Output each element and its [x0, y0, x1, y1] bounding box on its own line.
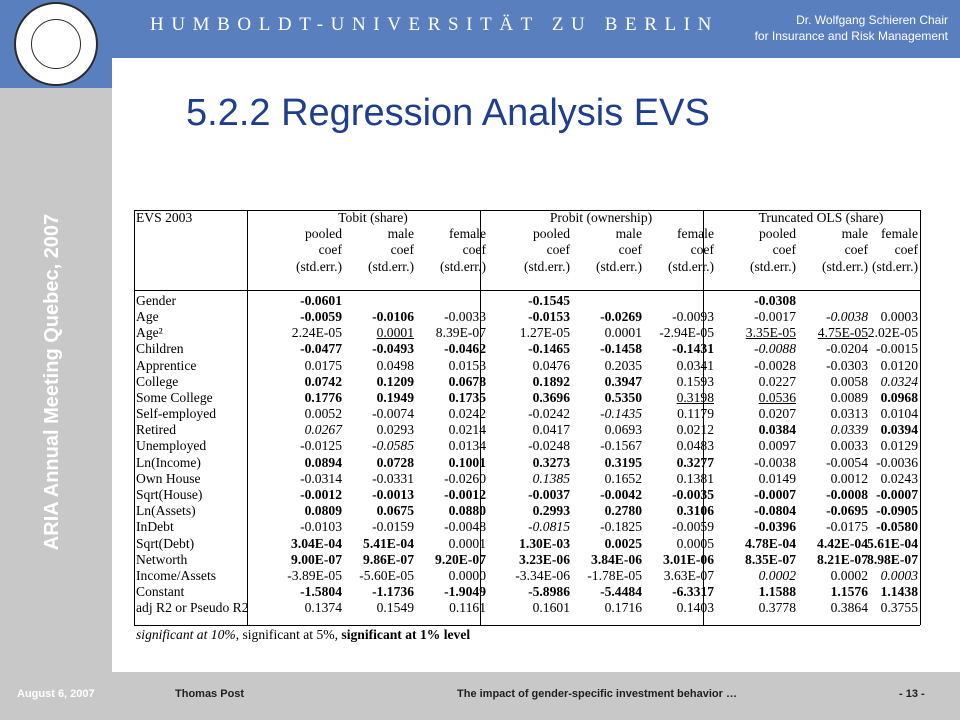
table-cell: -0.0242	[528, 406, 570, 422]
table-cell: 0.1949	[376, 389, 414, 405]
seal-inner-ring	[31, 19, 81, 69]
stderr-label: (std.err.)	[367, 258, 414, 274]
table-cell: 0.0134	[448, 438, 486, 454]
table-row	[134, 438, 920, 454]
table-cell: 0.1161	[449, 600, 486, 616]
table-cell: 5.41E-04	[363, 535, 414, 551]
table-cell: 0.0002	[830, 567, 868, 583]
table-cell: 0.0003	[880, 567, 918, 583]
row-label: Networth	[136, 551, 188, 567]
significance-footnote	[136, 627, 470, 643]
table-cell: 3.23E-06	[519, 551, 570, 567]
table-row	[134, 471, 920, 487]
row-label: Retired	[136, 422, 177, 438]
group-divider-2	[703, 210, 704, 625]
table-cell: -0.0088	[754, 341, 796, 357]
table-cell: 0.3947	[604, 373, 642, 389]
table-cell: 0.1403	[676, 600, 714, 616]
table-cell: 9.20E-07	[435, 551, 486, 567]
table-cell: 0.3273	[532, 454, 570, 470]
table-row	[134, 519, 920, 535]
table-cell: 0.0267	[304, 422, 342, 438]
table-cell: -0.0038	[754, 454, 796, 470]
stderr-label: (std.err.)	[295, 258, 342, 274]
table-cell: 0.0002	[758, 567, 796, 583]
table-cell: -0.0585	[372, 438, 414, 454]
table-cell: 0.0052	[304, 406, 342, 422]
table-cell: -1.9049	[444, 584, 486, 600]
table-cell: -0.0093	[672, 308, 714, 324]
table-cell: -0.0260	[444, 470, 486, 486]
table-cell: -0.0580	[876, 519, 918, 535]
group-truncated-ols: Truncated OLS (share)	[758, 210, 884, 225]
subcol-label: male	[615, 226, 642, 242]
row-label: Income/Assets	[136, 567, 217, 583]
table-cell: -0.1435	[600, 406, 642, 422]
table-cell: 0.0341	[676, 357, 714, 373]
table-cell: -0.0012	[300, 487, 342, 502]
table-cell: 1.30E-03	[519, 535, 570, 551]
table-cell: 0.0033	[830, 438, 868, 454]
group-probit: Probit (ownership)	[549, 210, 653, 225]
table-cell: 3.63E-07	[663, 567, 714, 583]
table-cell: -0.0059	[672, 519, 714, 535]
table-cell: 0.0001	[448, 535, 486, 551]
coef-label: coef	[390, 242, 414, 258]
table-cell: 0.0214	[448, 422, 486, 438]
table-cell: 0.0025	[604, 535, 642, 551]
table-corner-label: EVS 2003	[136, 210, 193, 225]
table-cell: -0.0477	[300, 341, 342, 357]
table-cell: 0.1381	[676, 470, 714, 486]
row-label: Gender	[136, 292, 177, 308]
table-cell: 1.1576	[830, 584, 868, 600]
table-cell: 0.0242	[448, 406, 486, 422]
stderr-label: (std.err.)	[667, 258, 714, 274]
table-row	[134, 568, 920, 584]
table-row	[134, 293, 920, 309]
university-seal-logo	[14, 2, 98, 86]
footnote-5pct: significant at 5%	[242, 627, 335, 642]
table-cell: 0.0894	[304, 454, 342, 470]
table-bottom-rule	[134, 625, 920, 626]
table-cell: 0.0394	[880, 422, 918, 438]
group-divider-1	[480, 210, 481, 625]
table-cell: -0.0331	[372, 470, 414, 486]
subcol-label: female	[677, 226, 714, 242]
table-cell: -0.0074	[372, 406, 414, 422]
table-cell: 0.0175	[304, 357, 342, 373]
footer-page-number: - 13 -	[899, 688, 925, 700]
table-cell: 0.3277	[676, 454, 714, 470]
table-cell: 0.0089	[830, 389, 868, 405]
table-cell: 0.0153	[448, 357, 486, 373]
table-row	[134, 358, 920, 374]
table-body	[134, 293, 920, 617]
table-cell: 3.04E-04	[291, 535, 342, 551]
table-cell: 0.2993	[532, 503, 570, 519]
table-cell: 8.21E-07	[817, 551, 868, 567]
row-label: Constant	[136, 584, 185, 600]
table-cell: 0.0293	[376, 422, 414, 438]
table-row	[134, 341, 920, 357]
table-row	[134, 503, 920, 519]
chair-line-2: for Insurance and Risk Management	[754, 29, 948, 43]
coef-label: coef	[894, 242, 918, 258]
table-row	[134, 584, 920, 600]
footnote-1pct: significant at 1% level	[341, 627, 471, 642]
table-cell: 0.0968	[880, 389, 918, 405]
subcol-label: female	[449, 226, 486, 242]
table-cell: -0.0204	[826, 341, 868, 357]
table-cell: 3.01E-06	[663, 551, 714, 567]
table-cell: -0.0059	[300, 308, 342, 324]
table-row	[134, 536, 920, 552]
subcol-label: male	[387, 226, 414, 242]
table-cell: 0.3106	[676, 503, 714, 519]
table-cell: -0.1825	[600, 519, 642, 535]
table-cell: -5.60E-05	[359, 567, 414, 583]
table-cell: 0.0483	[676, 438, 714, 454]
table-cell: -0.0493	[372, 341, 414, 357]
coef-label: coef	[618, 242, 642, 258]
table-cell: 0.0742	[304, 373, 342, 389]
table-cell: 0.0003	[880, 308, 918, 324]
row-label: Self-employed	[136, 406, 217, 422]
label-column-rule	[247, 210, 248, 625]
table-row	[134, 422, 920, 438]
table-cell: 0.0728	[376, 454, 414, 470]
footer-date: August 6, 2007	[17, 688, 95, 700]
table-cell: 0.0693	[604, 422, 642, 438]
table-cell: -0.0308	[754, 292, 796, 308]
table-row	[134, 309, 920, 325]
table-right-rule	[920, 210, 921, 625]
table-cell: -1.1736	[372, 584, 414, 600]
row-label: InDebt	[136, 519, 174, 535]
row-label: Some College	[136, 389, 213, 405]
table-cell: 0.0498	[376, 357, 414, 373]
row-label: Ln(Assets)	[136, 503, 196, 519]
row-label: Age²	[136, 325, 163, 341]
stderr-label: (std.err.)	[871, 258, 918, 274]
table-cell: -2.94E-05	[659, 325, 714, 341]
table-cell: -0.1431	[672, 341, 714, 357]
table-cell: 0.0243	[880, 470, 918, 486]
table-cell: -0.0033	[444, 308, 486, 324]
table-cell: 0.0207	[758, 406, 796, 422]
table-cell: 2.02E-05	[867, 325, 918, 341]
table-cell: -0.1465	[528, 341, 570, 357]
table-cell: 0.0001	[604, 325, 642, 341]
table-cell: 5.61E-04	[867, 535, 918, 551]
table-cell: 0.1601	[532, 600, 570, 616]
table-cell: 0.0104	[880, 406, 918, 422]
table-cell: -0.0269	[600, 308, 642, 324]
row-label: Age	[136, 308, 159, 324]
table-cell: -0.0017	[754, 308, 796, 324]
table-cell: 0.0097	[758, 438, 796, 454]
table-cell: 0.3755	[880, 600, 918, 616]
table-cell: 0.0227	[758, 373, 796, 389]
stderr-label: (std.err.)	[749, 258, 796, 274]
table-cell: -0.0035	[672, 487, 714, 502]
table-cell: 0.0149	[758, 470, 796, 486]
footnote-sep-1: ,	[235, 627, 243, 642]
regression-table	[134, 210, 920, 617]
table-cell: -3.89E-05	[287, 567, 342, 583]
table-header-subcols	[134, 226, 920, 242]
table-cell: -0.0303	[826, 357, 868, 373]
table-cell: -0.0314	[300, 470, 342, 486]
subcol-label: pooled	[759, 226, 796, 242]
group-tobit: Tobit (share)	[338, 210, 408, 225]
table-cell: 8.35E-07	[745, 551, 796, 567]
table-cell: -1.5804	[300, 584, 342, 600]
slide-title: 5.2.2 Regression Analysis EVS	[186, 92, 710, 134]
table-cell: 0.1549	[376, 600, 414, 616]
table-row	[134, 406, 920, 422]
table-cell: 0.0678	[448, 373, 486, 389]
table-cell: 0.0120	[880, 357, 918, 373]
table-cell: 4.78E-04	[745, 535, 796, 551]
table-cell: -0.0815	[528, 519, 570, 535]
table-cell: 0.2780	[604, 503, 642, 519]
table-cell: 0.0129	[880, 438, 918, 454]
table-cell: -5.4484	[600, 584, 642, 600]
table-cell: -0.0007	[876, 487, 918, 502]
table-cell: -0.0007	[754, 487, 796, 502]
coef-label: coef	[772, 242, 796, 258]
table-cell: -0.0175	[826, 519, 868, 535]
table-cell: 0.1374	[304, 600, 342, 616]
subcol-label: pooled	[305, 226, 342, 242]
table-cell: -3.34E-06	[515, 567, 570, 583]
subcol-label: pooled	[533, 226, 570, 242]
table-cell: -0.0248	[528, 438, 570, 454]
table-cell: 4.42E-04	[817, 535, 868, 551]
chair-name	[755, 12, 948, 44]
table-cell: -0.0695	[826, 503, 868, 519]
table-cell: 0.0058	[830, 373, 868, 389]
table-cell: -5.8986	[528, 584, 570, 600]
table-cell: 8.39E-07	[435, 325, 486, 341]
table-cell: -0.0037	[528, 487, 570, 502]
table-cell: -0.0159	[372, 519, 414, 535]
table-cell: 1.1438	[880, 584, 918, 600]
table-row	[134, 374, 920, 390]
table-cell: 0.0324	[880, 373, 918, 389]
table-cell: -0.1567	[600, 438, 642, 454]
table-row	[134, 487, 920, 503]
logo-box	[0, 0, 112, 88]
table-cell: -0.1545	[528, 292, 570, 308]
table-cell: 3.35E-05	[745, 325, 796, 341]
table-cell: 0.0012	[830, 470, 868, 486]
stderr-label: (std.err.)	[821, 258, 868, 274]
table-cell: 0.0313	[830, 406, 868, 422]
table-cell: 0.0001	[376, 325, 414, 341]
table-cell: -0.0038	[826, 308, 868, 324]
table-cell: -0.0008	[826, 487, 868, 502]
table-cell: 0.1001	[448, 454, 486, 470]
table-cell: -0.0905	[876, 503, 918, 519]
table-cell: 2.24E-05	[291, 325, 342, 341]
table-cell: 0.0212	[676, 422, 714, 438]
table-cell: 0.1179	[677, 406, 714, 422]
coef-label: coef	[690, 242, 714, 258]
table-cell: 0.0675	[376, 503, 414, 519]
table-cell: 0.0384	[758, 422, 796, 438]
table-cell: 0.1593	[676, 373, 714, 389]
row-label: Unemployed	[136, 438, 207, 454]
table-cell: 0.0005	[676, 535, 714, 551]
table-cell: -0.0028	[754, 357, 796, 373]
subcol-label: female	[881, 226, 918, 242]
table-cell: 8.98E-07	[867, 551, 918, 567]
table-cell: 0.3195	[604, 454, 642, 470]
row-label: Sqrt(House)	[136, 487, 203, 502]
stderr-label: (std.err.)	[439, 258, 486, 274]
coef-label: coef	[844, 242, 868, 258]
table-cell: -0.0462	[444, 341, 486, 357]
table-cell: -0.0106	[372, 308, 414, 324]
footer-topic: The impact of gender-specific investment behavior …	[457, 688, 737, 700]
table-top-rule	[134, 210, 920, 211]
coef-label: coef	[318, 242, 342, 258]
table-cell: 0.1652	[604, 470, 642, 486]
table-cell: 0.5350	[604, 389, 642, 405]
table-cell: -0.0601	[300, 292, 342, 308]
table-header-stderr	[134, 259, 920, 275]
table-cell: 9.86E-07	[363, 551, 414, 567]
table-cell: 3.84E-06	[591, 551, 642, 567]
table-cell: 1.1588	[758, 584, 796, 600]
conference-label: ARIA Annual Meeting Quebec, 2007	[41, 213, 63, 551]
table-cell: 0.0000	[448, 567, 486, 583]
table-cell: 0.1209	[376, 373, 414, 389]
table-cell: -6.3317	[672, 584, 714, 600]
table-cell: 0.0339	[830, 422, 868, 438]
row-label: Ln(Income)	[136, 454, 201, 470]
row-label: Children	[136, 341, 184, 357]
table-cell: -0.0125	[300, 438, 342, 454]
table-cell: 9.00E-07	[291, 551, 342, 567]
table-cell: 0.2035	[604, 357, 642, 373]
table-cell: -0.1458	[600, 341, 642, 357]
stderr-label: (std.err.)	[595, 258, 642, 274]
row-label: College	[136, 373, 179, 389]
subcol-label: male	[841, 226, 868, 242]
table-header-coef	[134, 242, 920, 258]
table-cell: 0.3198	[676, 389, 714, 405]
table-row	[134, 455, 920, 471]
table-cell: -0.0048	[444, 519, 486, 535]
table-cell: 0.3864	[830, 600, 868, 616]
table-cell: 0.1385	[532, 470, 570, 486]
table-cell: -0.0396	[754, 519, 796, 535]
chair-line-1: Dr. Wolfgang Schieren Chair	[796, 13, 948, 27]
row-label: Apprentice	[136, 357, 197, 373]
table-header-groups	[134, 210, 920, 226]
header-bottom-rule	[134, 290, 920, 291]
university-name: HUMBOLDT-UNIVERSITÄT ZU BERLIN	[150, 14, 719, 35]
table-cell: 0.0536	[758, 389, 796, 405]
coef-label: coef	[546, 242, 570, 258]
table-row	[134, 325, 920, 341]
table-cell: 0.0476	[532, 357, 570, 373]
stderr-label: (std.err.)	[523, 258, 570, 274]
table-row	[134, 552, 920, 568]
table-cell: 0.1716	[604, 600, 642, 616]
table-cell: -1.78E-05	[587, 567, 642, 583]
row-label: Sqrt(Debt)	[136, 535, 195, 551]
table-cell: -0.0036	[876, 454, 918, 470]
coef-label: coef	[462, 242, 486, 258]
table-left-rule	[134, 210, 135, 625]
table-cell: -0.0054	[826, 454, 868, 470]
table-cell: -0.0153	[528, 308, 570, 324]
table-cell: -0.0804	[754, 503, 796, 519]
row-label: adj R2 or Pseudo R2	[136, 600, 249, 616]
table-cell: 0.0880	[448, 503, 486, 519]
footnote-10pct: significant at 10%	[136, 627, 236, 642]
row-label: Own House	[136, 470, 201, 486]
table-cell: 0.0809	[304, 503, 342, 519]
table-cell: 0.1735	[448, 389, 486, 405]
table-cell: -0.0103	[300, 519, 342, 535]
table-cell: 0.0417	[532, 422, 570, 438]
table-cell: 0.1892	[532, 373, 570, 389]
table-cell: 4.75E-05	[817, 325, 868, 341]
table-cell: 1.27E-05	[519, 325, 570, 341]
footnote-sep-2: ,	[334, 627, 342, 642]
table-cell: -0.0015	[876, 341, 918, 357]
table-cell: -0.0042	[600, 487, 642, 502]
footer-author: Thomas Post	[175, 688, 245, 700]
table-cell: -0.0013	[372, 487, 414, 502]
table-row	[134, 390, 920, 406]
table-cell: -0.0012	[444, 487, 486, 502]
table-cell: 0.3696	[532, 389, 570, 405]
table-cell: 0.1776	[304, 389, 342, 405]
table-row	[134, 600, 920, 616]
table-cell: 0.3778	[758, 600, 796, 616]
